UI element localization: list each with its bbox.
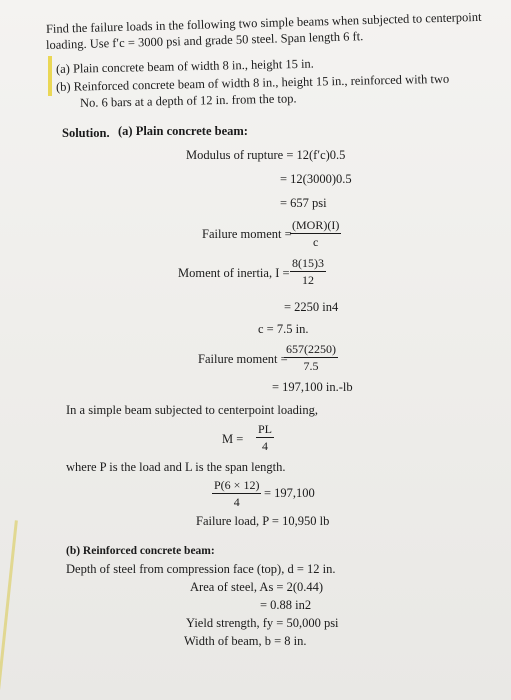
- problem-line-1: Find the failure loads in the following two simple beams when subjected to centerpoint: [45, 9, 482, 36]
- m-numerator: PL: [258, 422, 273, 436]
- depth-text: Depth of steel from compression face (top), d = 12 in.: [66, 562, 336, 576]
- yield-text: Yield strength, fy = 50,000 psi: [186, 616, 339, 630]
- inertia-denominator: 12: [302, 273, 314, 287]
- m-label: M =: [222, 432, 244, 446]
- c-value: c = 7.5 in.: [258, 322, 309, 336]
- fm2-denominator: 7.5: [303, 359, 319, 373]
- width-text: Width of beam, b = 8 in.: [184, 634, 307, 648]
- p-numerator: P(6 × 12): [214, 478, 260, 492]
- fm-numerator: (MOR)(I): [292, 218, 340, 232]
- failure-moment-2-label: Failure moment =: [198, 352, 288, 366]
- m-fraction: [256, 422, 274, 453]
- failure-moment-2-fraction: [284, 342, 338, 373]
- inertia-result: = 2250 in4: [284, 300, 339, 314]
- rupture-formula: Modulus of rupture = 12(f′c)0.5: [186, 148, 346, 162]
- rupture-step-2: = 657 psi: [280, 196, 327, 210]
- problem-part-b-line-2: No. 6 bars at a depth of 12 in. from the top.: [79, 91, 297, 110]
- simple-beam-text: In a simple beam subjected to centerpoint loading,: [66, 403, 319, 417]
- heading-reinforced-concrete: (b) Reinforced concrete beam:: [66, 545, 215, 557]
- p-fraction: [212, 478, 261, 509]
- rupture-step-1: = 12(3000)0.5: [280, 172, 352, 186]
- heading-plain-concrete: (a) Plain concrete beam:: [118, 124, 248, 138]
- m-denominator: 4: [262, 439, 268, 453]
- p-result: = 197,100: [264, 486, 315, 500]
- problem-part-b-line-1: (b) Reinforced concrete beam of width 8 in., height 15 in., reinforced with two: [55, 71, 450, 94]
- problem-line-2: loading. Use f′c = 3000 psi and grade 50 steel. Span length 6 ft.: [45, 29, 364, 52]
- inertia-fraction: [290, 256, 326, 287]
- inertia-numerator: 8(15)3: [292, 256, 324, 270]
- p-denominator: 4: [233, 495, 240, 509]
- highlighter-mark: [48, 56, 52, 96]
- failure-moment-label: Failure moment =: [202, 227, 292, 241]
- area-text: Area of steel, As = 2(0.44): [190, 580, 324, 594]
- fm2-numerator: 657(2250): [286, 342, 336, 356]
- failure-moment-2-result: = 197,100 in.-lb: [272, 380, 353, 394]
- failure-load: Failure load, P = 10,950 lb: [196, 514, 330, 528]
- where-text: where P is the load and L is the span length.: [66, 460, 286, 474]
- inertia-label: Moment of inertia, I =: [178, 266, 290, 280]
- highlighter-mark-lower: [0, 520, 18, 689]
- failure-moment-fraction: [290, 218, 341, 249]
- area-result: = 0.88 in2: [260, 598, 312, 612]
- fm-denominator: c: [313, 235, 319, 249]
- problem-part-a: (a) Plain concrete beam of width 8 in., height 15 in.: [55, 56, 315, 76]
- solution-label: Solution.: [62, 126, 110, 140]
